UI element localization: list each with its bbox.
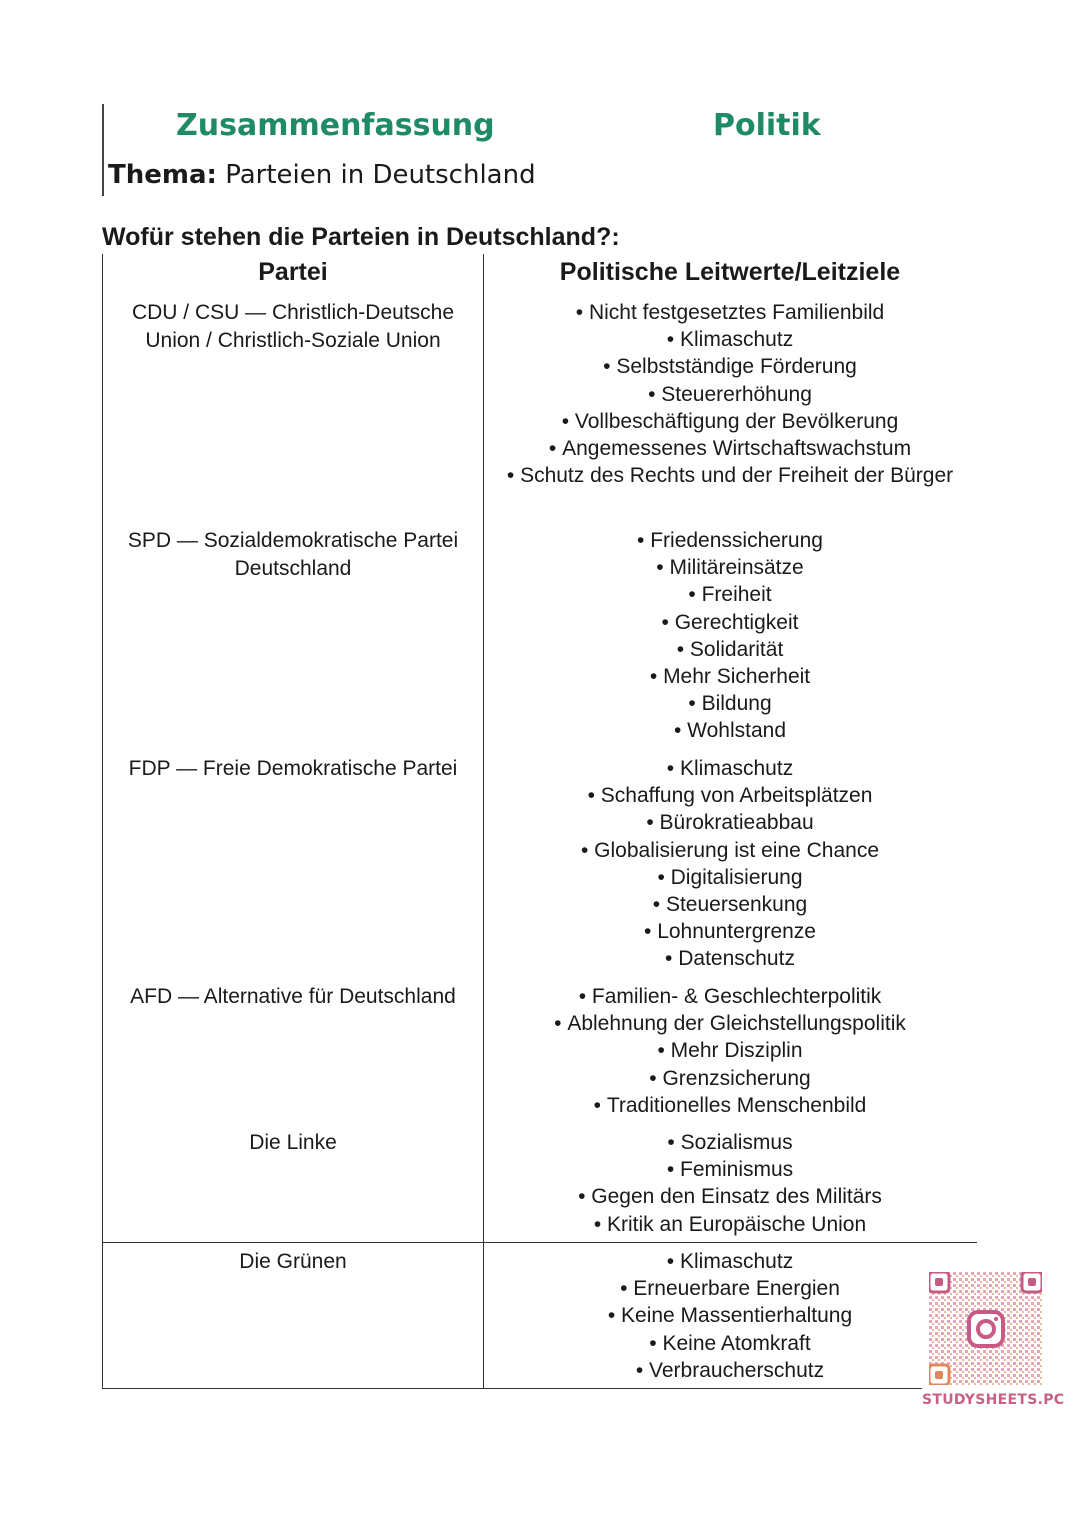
list-item: • Keine Massentierhaltung bbox=[486, 1302, 974, 1329]
column-header-values: Politische Leitwerte/Leitziele bbox=[559, 258, 901, 286]
list-item: • Angemessenes Wirtschaftswachstum bbox=[500, 435, 960, 462]
values-die-gruenen bbox=[486, 1248, 974, 1384]
page-title: Zusammenfassung bbox=[176, 108, 495, 143]
list-item: • Globalisierung ist eine Chance bbox=[486, 837, 974, 864]
list-item: • Klimaschutz bbox=[486, 1248, 974, 1275]
party-fdp: FDP — Freie Demokratische Partei bbox=[128, 757, 458, 780]
list-item: • Bildung bbox=[486, 690, 974, 717]
party-afd: AFD — Alternative für Deutschland bbox=[130, 985, 456, 1008]
party-die-gruenen: Die Grünen bbox=[239, 1250, 347, 1273]
brand-label: STUDYSHEETS.PC bbox=[922, 1392, 1065, 1408]
party-die-linke: Die Linke bbox=[249, 1131, 337, 1154]
list-item: • Militäreinsätze bbox=[486, 554, 974, 581]
list-item: • Schaffung von Arbeitsplätzen bbox=[486, 782, 974, 809]
table-bottom-border bbox=[102, 1388, 922, 1389]
subject-title: Politik bbox=[713, 108, 821, 143]
list-item: • Steuererhöhung bbox=[500, 381, 960, 408]
values-afd bbox=[486, 983, 974, 1119]
list-item: • Wohlstand bbox=[486, 717, 974, 744]
table-left-border bbox=[102, 254, 103, 1389]
list-item: • Traditionelles Menschenbild bbox=[486, 1092, 974, 1119]
table-column-divider bbox=[483, 254, 484, 1389]
list-item: • Solidarität bbox=[486, 636, 974, 663]
list-item: • Keine Atomkraft bbox=[486, 1330, 974, 1357]
section-question: Wofür stehen die Parteien in Deutschland?: bbox=[102, 223, 620, 251]
list-item: • Grenzsicherung bbox=[486, 1065, 974, 1092]
topic-value: Parteien in Deutschland bbox=[225, 160, 536, 190]
list-item: • Lohnuntergrenze bbox=[486, 918, 974, 945]
list-item: • Gegen den Einsatz des Militärs bbox=[486, 1183, 974, 1210]
list-item: • Erneuerbare Energien bbox=[486, 1275, 974, 1302]
list-item: • Feminismus bbox=[486, 1156, 974, 1183]
list-item: • Familien- & Geschlechterpolitik bbox=[486, 983, 974, 1010]
list-item: • Steuersenkung bbox=[486, 891, 974, 918]
values-die-linke bbox=[486, 1129, 974, 1238]
list-item: • Friedenssicherung bbox=[486, 527, 974, 554]
topic-line bbox=[108, 160, 536, 190]
table-row-divider bbox=[102, 1242, 977, 1243]
values-fdp bbox=[486, 755, 974, 973]
list-item: • Vollbeschäftigung der Bevölkerung bbox=[500, 408, 960, 435]
values-spd bbox=[486, 527, 974, 745]
list-item: • Kritik an Europäische Union bbox=[486, 1211, 974, 1238]
column-header-party: Partei bbox=[258, 258, 328, 286]
party-cdu-csu: CDU / CSU — Christlich-Deutsche Union / Christlich-Soziale Union bbox=[131, 301, 455, 352]
list-item: • Sozialismus bbox=[486, 1129, 974, 1156]
list-item: • Gerechtigkeit bbox=[486, 609, 974, 636]
list-item: • Bürokratieabbau bbox=[486, 809, 974, 836]
list-item: • Schutz des Rechts und der Freiheit der Bürger bbox=[500, 462, 960, 489]
instagram-qr-code-icon[interactable] bbox=[929, 1272, 1042, 1385]
list-item: • Mehr Disziplin bbox=[486, 1037, 974, 1064]
list-item: • Ablehnung der Gleichstellungspolitik bbox=[486, 1010, 974, 1037]
list-item: • Freiheit bbox=[486, 581, 974, 608]
list-item: • Klimaschutz bbox=[500, 326, 960, 353]
header-rule bbox=[102, 104, 104, 196]
topic-label: Thema: bbox=[108, 160, 217, 190]
list-item: • Klimaschutz bbox=[486, 755, 974, 782]
values-cdu-csu bbox=[500, 299, 960, 489]
list-item: • Mehr Sicherheit bbox=[486, 663, 974, 690]
party-spd: SPD — Sozialdemokratische Partei Deutschland bbox=[127, 529, 459, 580]
list-item: • Nicht festgesetztes Familienbild bbox=[500, 299, 960, 326]
list-item: • Datenschutz bbox=[486, 945, 974, 972]
list-item: • Selbstständige Förderung bbox=[500, 353, 960, 380]
list-item: • Verbraucherschutz bbox=[486, 1357, 974, 1384]
list-item: • Digitalisierung bbox=[486, 864, 974, 891]
